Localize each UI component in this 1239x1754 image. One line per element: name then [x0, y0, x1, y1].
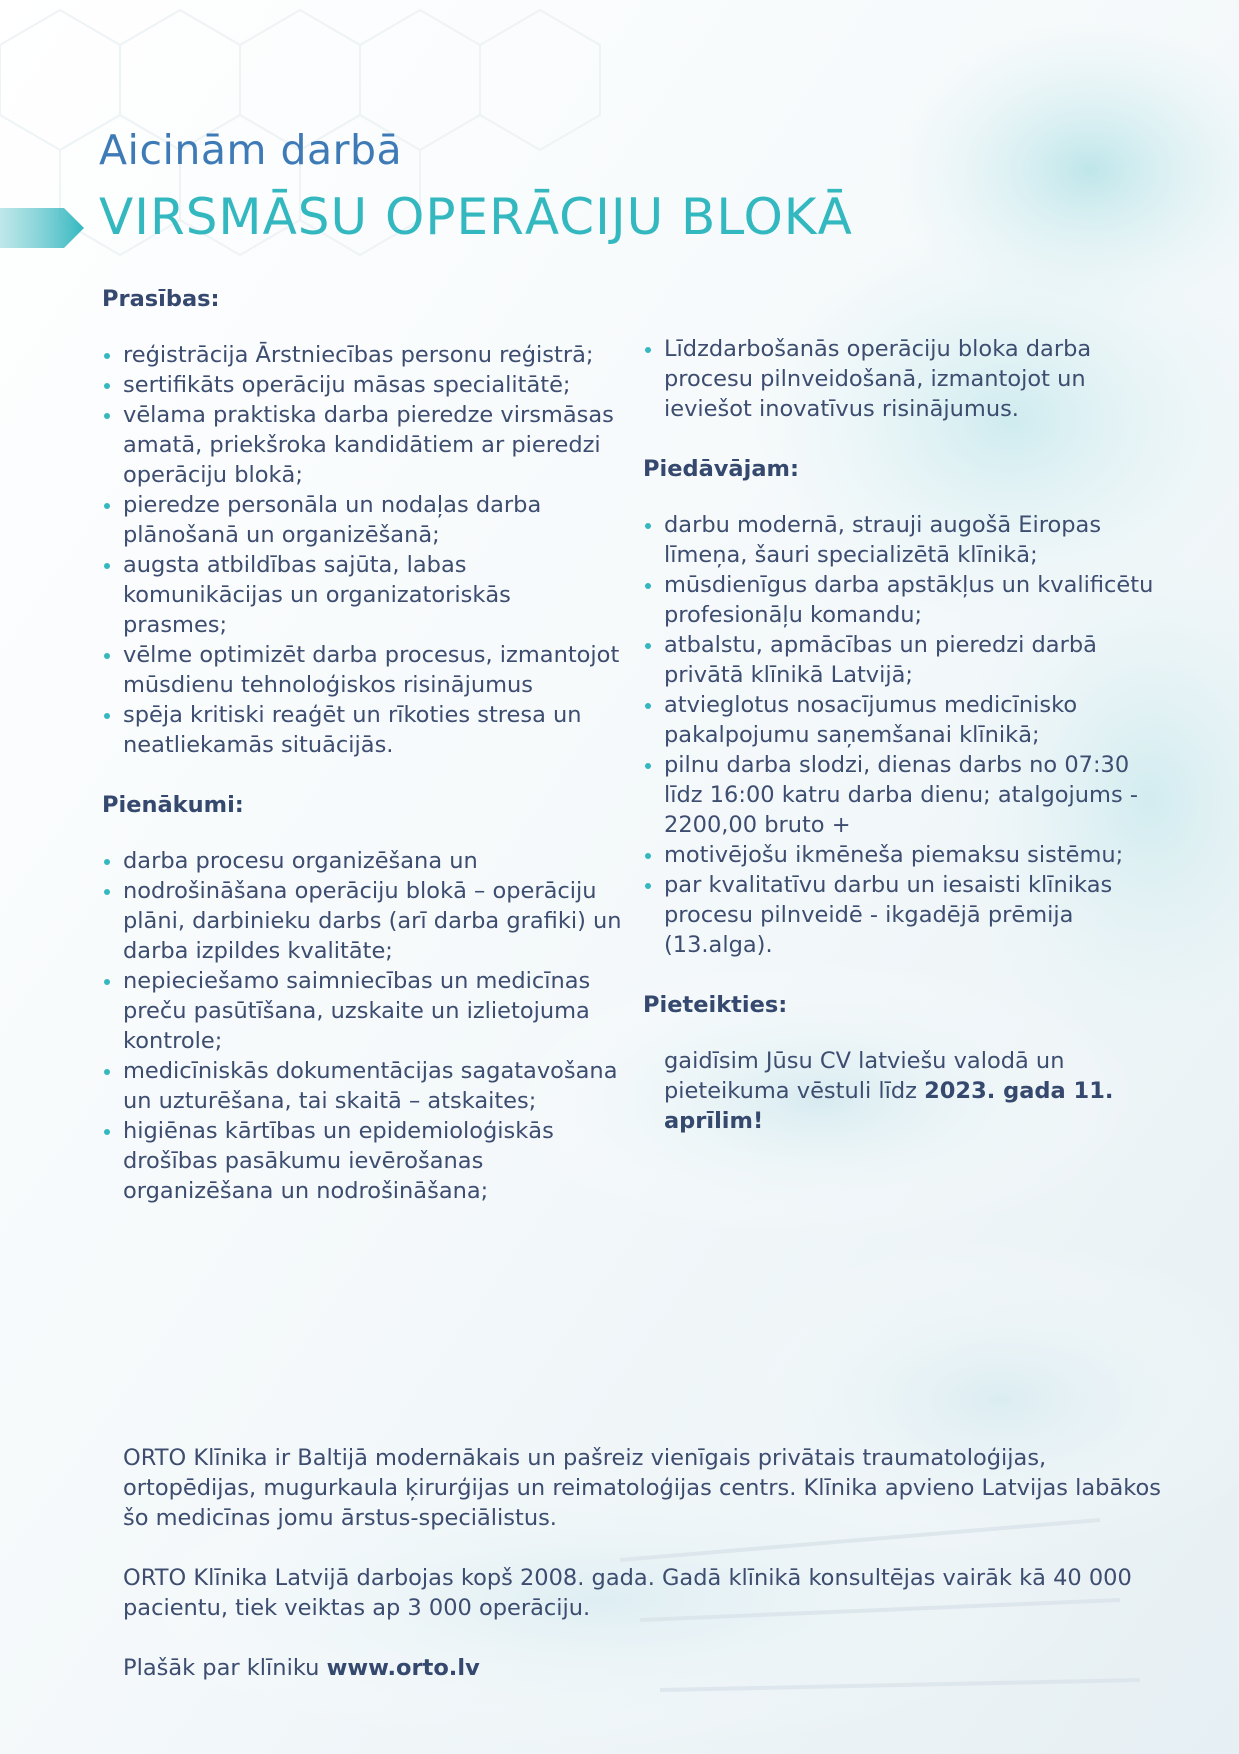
bullet-icon	[645, 523, 651, 529]
list-item: higiēnas kārtības un epidemioloģiskās drošības pasākumu ievērošanas organizēšana un nodrošināšana;	[102, 1116, 622, 1206]
bullet-icon	[104, 979, 110, 985]
list-item: medicīniskās dokumentācijas sagatavošana un uzturēšana, tai skaitā – atskaites;	[102, 1056, 622, 1116]
requirements-heading: Prasības:	[102, 286, 220, 312]
left-column	[102, 284, 622, 1236]
list-item: pilnu darba slodzi, dienas darbs no 07:30 līdz 16:00 katru darba dienu; atalgojums - 2200,00 bruto +	[643, 750, 1163, 840]
bullet-icon	[104, 503, 110, 509]
requirements-list	[102, 340, 622, 760]
list-item: motivējošu ikmēneša piemaksu sistēmu;	[643, 840, 1163, 870]
list-item: reģistrācija Ārstniecības personu reģistrā;	[102, 340, 622, 370]
list-item: nepieciešamo saimniecības un medicīnas preču pasūtīšana, uzskaite un izlietojuma kontrole;	[102, 966, 622, 1056]
bullet-icon	[645, 703, 651, 709]
bullet-icon	[104, 1069, 110, 1075]
list-item: atvieglotus nosacījumus medicīnisko pakalpojumu saņemšanai klīnikā;	[643, 690, 1163, 750]
bullet-icon	[104, 563, 110, 569]
bullet-icon	[104, 653, 110, 659]
list-item: Līdzdarbošanās operāciju bloka darba procesu pilnveidošanā, izmantojot un ieviešot inovatīvus risinājumus.	[643, 334, 1163, 424]
bullet-icon	[104, 713, 110, 719]
list-item: nodrošināšana operāciju blokā – operāciju plāni, darbinieku darbs (arī darba grafiki) un darba izpildes kvalitāte;	[102, 876, 622, 966]
duties-heading: Pienākumi:	[102, 792, 244, 818]
offer-list	[643, 510, 1163, 960]
list-item: mūsdienīgus darba apstākļus un kvalificētu profesionāļu komandu;	[643, 570, 1163, 630]
deadline: 2023. gada 11. aprīlim!	[664, 1078, 1114, 1134]
right-column	[643, 334, 1163, 1136]
bullet-icon	[645, 583, 651, 589]
bullet-icon	[645, 883, 651, 889]
bullet-icon	[104, 1129, 110, 1135]
duties-list-continued	[643, 334, 1163, 424]
bullet-icon	[104, 889, 110, 895]
list-item: vēlama praktiska darba pieredze virsmāsas amatā, priekšroka kandidātiem ar pieredzi operāciju blokā;	[102, 400, 622, 490]
bullet-icon	[104, 859, 110, 865]
website-link[interactable]: www.orto.lv	[326, 1655, 480, 1681]
list-item: atbalstu, apmācības un pieredzi darbā privātā klīnikā Latvijā;	[643, 630, 1163, 690]
offer-heading: Piedāvājam:	[643, 456, 799, 482]
bullet-icon	[645, 643, 651, 649]
list-item: darba procesu organizēšana un	[102, 846, 622, 876]
teal-arrow-icon	[0, 208, 84, 248]
list-item: vēlme optimizēt darba procesus, izmantojot mūsdienu tehnoloģiskos risinājumus	[102, 640, 622, 700]
clinic-info	[123, 1443, 1163, 1713]
bullet-icon	[104, 383, 110, 389]
clinic-description: ORTO Klīnika ir Baltijā modernākais un pašreiz vienīgais privātais traumatoloģijas, ortopēdijas, mugurkaula ķirurģijas un reimatoloģijas centrs. Klīnika apvieno Latvijas labākos šo medicīnas jomu ārstus-speciālistus.	[123, 1445, 1161, 1531]
bullet-icon	[104, 413, 110, 419]
clinic-stats: ORTO Klīnika Latvijā darbojas kopš 2008. gada. Gadā klīnikā konsultējas vairāk kā 40 000 pacientu, tiek veiktas ap 3 000 operāciju.	[123, 1565, 1132, 1621]
list-item: pieredze personāla un nodaļas darba plānošanā un organizēšanā;	[102, 490, 622, 550]
bullet-icon	[645, 347, 651, 353]
apply-heading: Pieteikties:	[643, 992, 788, 1018]
bullet-icon	[104, 353, 110, 359]
list-item: darbu modernā, strauji augošā Eiropas līmeņa, šauri specializētā klīnikā;	[643, 510, 1163, 570]
page-title: Aicinām darbā	[99, 126, 403, 174]
position-title: VIRSMĀSU OPERĀCIJU BLOKĀ	[99, 188, 853, 246]
bullet-icon	[645, 763, 651, 769]
list-item: spēja kritiski reaģēt un rīkoties stresa un neatliekamās situācijās.	[102, 700, 622, 760]
more-info: Plašāk par klīniku www.orto.lv	[123, 1655, 480, 1681]
apply-text: gaidīsim Jūsu CV latviešu valodā un pieteikuma vēstuli līdz 2023. gada 11. aprīlim!	[664, 1048, 1114, 1134]
bullet-icon	[645, 853, 651, 859]
duties-list	[102, 846, 622, 1206]
list-item: par kvalitatīvu darbu un iesaisti klīnikas procesu pilnveidē - ikgadējā prēmija (13.alga).	[643, 870, 1163, 960]
list-item: sertifikāts operāciju māsas specialitātē;	[102, 370, 622, 400]
list-item: augsta atbildības sajūta, labas komunikācijas un organizatoriskās prasmes;	[102, 550, 622, 640]
